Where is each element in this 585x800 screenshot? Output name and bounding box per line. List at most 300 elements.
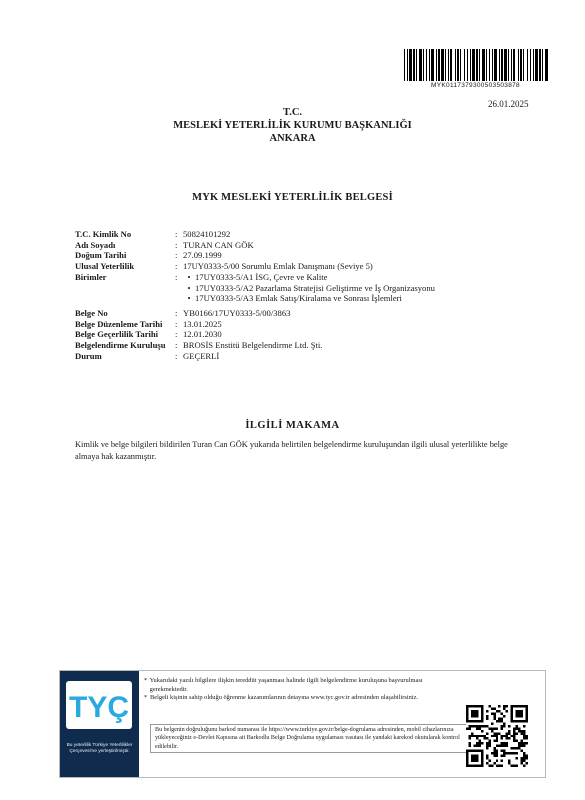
qr-module — [468, 725, 470, 727]
qr-module — [516, 725, 518, 727]
qr-module — [498, 732, 500, 734]
certificate-fields — [75, 229, 545, 361]
field-value: TURAN CAN GÖK — [183, 239, 254, 250]
qr-module — [503, 722, 505, 724]
print-date: 26.01.2025 — [488, 99, 529, 109]
qr-module — [513, 740, 515, 742]
qr-module — [516, 765, 518, 767]
qr-module — [513, 752, 515, 754]
qr-module — [501, 727, 503, 729]
qr-module — [493, 747, 495, 749]
field-separator: : — [175, 340, 178, 351]
qr-module — [486, 747, 488, 749]
list-item — [183, 272, 545, 283]
qr-module — [471, 735, 473, 737]
field-value: 17UY0333-5/00 Sorumlu Emlak Danışmanı (Seviye 5) — [183, 261, 373, 272]
qr-module — [526, 737, 528, 739]
qr-module — [481, 742, 483, 744]
barcode-bar — [520, 49, 522, 81]
field-separator: : — [175, 261, 178, 272]
qr-module — [523, 742, 525, 744]
qr-module — [496, 710, 498, 712]
qr-module — [523, 765, 525, 767]
qr-module — [478, 735, 480, 737]
qr-module — [526, 762, 528, 764]
barcode-bar — [535, 49, 538, 81]
field-label: Adı Soyadı — [75, 239, 116, 250]
qr-module — [468, 742, 470, 744]
qr-module — [493, 752, 495, 754]
qr-module — [503, 705, 505, 707]
note-item — [144, 694, 444, 703]
qr-module — [486, 732, 488, 734]
qr-module — [483, 737, 485, 739]
qr-module — [511, 752, 513, 754]
qr-module — [491, 752, 493, 754]
header-city: ANKARA — [269, 133, 316, 144]
barcode-bar — [530, 49, 531, 81]
barcode-bar — [542, 49, 543, 81]
qr-module — [506, 705, 508, 707]
unit-text: 17UY0333-5/A2 Pazarlama Stratejisi Geliştirme ve İş Organizasyonu — [195, 282, 435, 293]
qr-module — [523, 757, 525, 759]
qr-module — [516, 752, 518, 754]
qr-module — [501, 725, 503, 727]
qr-module — [478, 745, 480, 747]
barcode-bar — [513, 49, 515, 81]
qr-module — [521, 740, 523, 742]
qr-module — [478, 742, 480, 744]
qr-module — [513, 765, 515, 767]
qr-module — [503, 742, 505, 744]
qr-module — [483, 725, 485, 727]
field-label: Belge Geçerlilik Tarihi — [75, 329, 159, 340]
qr-module — [486, 745, 488, 747]
field-separator: : — [175, 239, 178, 250]
barcode-bar — [533, 49, 534, 81]
field-value: 12.01.2030 — [183, 329, 222, 340]
list-item — [183, 283, 545, 294]
qr-module — [523, 725, 525, 727]
qr-module — [491, 765, 493, 767]
barcode-bar — [545, 49, 548, 81]
qr-module — [521, 762, 523, 764]
qr-module — [481, 730, 483, 732]
qr-module — [501, 750, 503, 752]
qr-module — [518, 747, 520, 749]
barcode-bar — [448, 49, 449, 81]
barcode-bar — [489, 49, 490, 81]
qr-finder — [471, 710, 478, 717]
qr-module — [503, 735, 505, 737]
qr-module — [488, 760, 490, 762]
qr-module — [521, 732, 523, 734]
qr-module — [516, 740, 518, 742]
barcode-bar — [413, 49, 415, 81]
barcode-bar — [441, 49, 444, 81]
qr-module — [471, 732, 473, 734]
qr-module — [486, 717, 488, 719]
barcode-bar — [523, 49, 524, 81]
qr-module — [488, 745, 490, 747]
field-label: Ulusal Yeterlilik — [75, 261, 135, 272]
qr-module — [478, 727, 480, 729]
qr-module — [511, 765, 513, 767]
field-value: 50824101292 — [183, 229, 231, 239]
qr-module — [483, 735, 485, 737]
qr-module — [496, 750, 498, 752]
qr-module — [518, 730, 520, 732]
qr-module — [506, 752, 508, 754]
logo-caption: Bu yeterlilik Türkiye Yeterlilikler Çerçevesi'ne yerleştirilmiştir. — [66, 743, 133, 754]
qr-module — [496, 752, 498, 754]
qr-module — [501, 720, 503, 722]
qr-module — [498, 745, 500, 747]
barcode-bar — [426, 49, 427, 81]
qr-module — [523, 745, 525, 747]
qr-module — [501, 742, 503, 744]
qr-module — [491, 712, 493, 714]
field-name — [75, 240, 545, 251]
barcode-bar — [450, 49, 452, 81]
units-list — [183, 272, 545, 304]
qr-module — [486, 755, 488, 757]
barcode-number: MYK0117379300503503878 — [431, 82, 520, 89]
qr-module — [506, 737, 508, 739]
unit-text: 17UY0333-5/A3 Emlak Satış/Kiralama ve Sonrası İşlemleri — [195, 293, 402, 304]
qr-module — [471, 725, 473, 727]
qr-module — [468, 735, 470, 737]
qr-module — [496, 765, 498, 767]
qr-module — [478, 740, 480, 742]
qr-module — [488, 705, 490, 707]
field-qualification — [75, 261, 545, 272]
qr-module — [503, 725, 505, 727]
field-separator: : — [175, 329, 178, 340]
qr-module — [496, 740, 498, 742]
qr-module — [476, 735, 478, 737]
qr-module — [498, 720, 500, 722]
qr-module — [526, 755, 528, 757]
qr-module — [496, 745, 498, 747]
qr-module — [496, 720, 498, 722]
qr-module — [521, 742, 523, 744]
qr-module — [518, 742, 520, 744]
barcode-block — [403, 49, 548, 89]
qr-module — [523, 760, 525, 762]
qr-module — [493, 762, 495, 764]
qr-module — [481, 725, 483, 727]
barcode-bar — [419, 49, 422, 81]
qr-module — [506, 735, 508, 737]
qr-module — [501, 755, 503, 757]
footer-notes — [144, 677, 444, 703]
barcode-bar — [518, 49, 519, 81]
barcode-bar — [457, 49, 459, 81]
barcode-bar — [467, 49, 468, 81]
barcode-bar — [539, 49, 541, 81]
qr-module — [486, 710, 488, 712]
qr-module — [476, 737, 478, 739]
qr-module — [498, 710, 500, 712]
asterisk-icon: * — [144, 677, 148, 684]
section-title: İLGİLİ MAKAMA — [245, 420, 340, 431]
verification-box: Bu belgenin doğruluğunu barkod numarası ile https://www.turkiye.gov.tr/belge-dogrulama adresinden, mobil cihazlarınıza yükleyeceğiniz e-Devlet Kapısına ait Barkodlu Belge Doğrulama uygulaması vasıtası ile yandaki karekod okutularak kontrol edilebilir. — [150, 724, 468, 753]
qr-module — [503, 755, 505, 757]
qr-module — [506, 745, 508, 747]
tyc-logo — [60, 671, 139, 777]
qr-module — [518, 745, 520, 747]
qr-module — [523, 752, 525, 754]
field-status — [75, 351, 545, 362]
qr-module — [486, 742, 488, 744]
qr-module — [468, 727, 470, 729]
qr-module — [516, 747, 518, 749]
note-text: Yukarıdaki yazılı bilgilere ilişkin tereddüt yaşanması halinde ilgili belgelendirme kuruluşuna başvurulması gerekmektedir. — [149, 677, 423, 693]
qr-module — [468, 737, 470, 739]
field-value: 27.09.1999 — [183, 250, 222, 261]
qr-module — [493, 715, 495, 717]
qr-module — [493, 735, 495, 737]
qr-module — [478, 725, 480, 727]
qr-module — [476, 742, 478, 744]
qr-module — [521, 757, 523, 759]
qr-module — [491, 730, 493, 732]
qr-module — [493, 727, 495, 729]
barcode-bar — [464, 49, 465, 81]
qr-module — [513, 747, 515, 749]
field-issue-date — [75, 319, 545, 330]
field-label: Belgelendirme Kuruluşu — [75, 340, 166, 351]
qr-module — [473, 735, 475, 737]
unit-text: 17UY0333-5/A1 İSG, Çevre ve Kalite — [195, 271, 328, 282]
qr-module — [491, 707, 493, 709]
qr-module — [491, 735, 493, 737]
barcode-bar — [482, 49, 485, 81]
field-separator: : — [175, 250, 178, 261]
bullet-icon: • — [187, 271, 191, 282]
qr-module — [521, 730, 523, 732]
qr-module — [508, 752, 510, 754]
qr-module — [473, 745, 475, 747]
qr-module — [523, 755, 525, 757]
qr-module — [516, 757, 518, 759]
qr-module — [508, 760, 510, 762]
barcode-bar — [494, 49, 497, 81]
qr-module — [496, 735, 498, 737]
qr-module — [496, 755, 498, 757]
qr-module — [523, 737, 525, 739]
barcode-bar — [508, 49, 509, 81]
barcode-bar — [501, 49, 503, 81]
field-document-number — [75, 308, 545, 319]
qr-module — [496, 732, 498, 734]
list-item — [183, 293, 545, 304]
field-separator: : — [175, 318, 178, 329]
qr-module — [508, 762, 510, 764]
field-label: Doğum Tarihi — [75, 250, 127, 261]
barcode-bar — [429, 49, 430, 81]
qr-module — [501, 765, 503, 767]
qr-module — [493, 740, 495, 742]
qr-module — [488, 742, 490, 744]
qr-code-icon[interactable] — [466, 705, 528, 767]
field-label: Belge No — [75, 307, 108, 318]
qr-module — [523, 732, 525, 734]
barcode-bar — [511, 49, 512, 81]
qr-module — [508, 732, 510, 734]
logo-text: TYÇ — [69, 691, 129, 724]
qr-module — [513, 737, 515, 739]
qr-module — [508, 730, 510, 732]
header-authority: MESLEKİ YETERLİLİK KURUMU BAŞKANLIĞI — [173, 120, 412, 131]
barcode-bar — [527, 49, 528, 81]
qr-module — [498, 717, 500, 719]
qr-module — [508, 737, 510, 739]
qr-module — [503, 752, 505, 754]
barcode-bar — [486, 49, 487, 81]
bullet-icon: • — [187, 282, 191, 293]
qr-module — [493, 750, 495, 752]
barcode-bar — [431, 49, 434, 81]
qr-module — [526, 742, 528, 744]
qr-module — [476, 745, 478, 747]
barcode-bar — [455, 49, 456, 81]
qr-module — [486, 762, 488, 764]
barcode-bar — [476, 49, 478, 81]
qr-module — [523, 735, 525, 737]
field-value: BROSİS Enstitü Belgelendirme Ltd. Şti. — [183, 340, 323, 351]
field-birth-date — [75, 250, 545, 261]
qr-module — [501, 745, 503, 747]
field-units — [75, 272, 545, 304]
qr-module — [511, 747, 513, 749]
qr-finder — [516, 710, 523, 717]
barcode-bar — [416, 49, 417, 81]
qr-module — [501, 717, 503, 719]
qr-module — [503, 750, 505, 752]
qr-module — [493, 732, 495, 734]
barcode-bar — [404, 49, 405, 81]
qr-module — [501, 735, 503, 737]
field-label: Belge Düzenleme Tarihi — [75, 318, 163, 329]
qr-module — [526, 757, 528, 759]
qr-module — [486, 737, 488, 739]
qr-module — [473, 725, 475, 727]
qr-module — [498, 765, 500, 767]
qr-module — [506, 742, 508, 744]
field-label: Birimler — [75, 271, 107, 282]
field-separator: : — [175, 229, 178, 239]
note-text: Belgeli kişinin sahip olduğu öğrenme kazanımlarının detayına www.tyc.gov.tr adresinden ulaşabilirsiniz. — [150, 694, 419, 702]
qr-module — [486, 715, 488, 717]
field-label: T.C. Kimlik No — [75, 229, 132, 239]
header-tc: T.C. — [282, 107, 303, 118]
qr-module — [508, 725, 510, 727]
field-separator: : — [175, 307, 178, 318]
footer-box — [59, 670, 546, 778]
qr-module — [521, 760, 523, 762]
qr-module — [468, 745, 470, 747]
qr-module — [466, 727, 468, 729]
barcode-bar — [504, 49, 507, 81]
barcode-bar — [472, 49, 475, 81]
field-tc — [75, 229, 545, 240]
qr-module — [501, 737, 503, 739]
qr-module — [521, 745, 523, 747]
qr-module — [476, 727, 478, 729]
tyc-logo-icon — [66, 681, 132, 729]
qr-module — [501, 712, 503, 714]
qr-module — [486, 725, 488, 727]
qr-module — [498, 705, 500, 707]
qr-module — [513, 735, 515, 737]
qr-module — [496, 760, 498, 762]
barcode-bar — [436, 49, 437, 81]
qr-module — [493, 755, 495, 757]
barcode-bar — [492, 49, 493, 81]
qr-module — [493, 712, 495, 714]
barcode-bar — [460, 49, 461, 81]
qr-module — [496, 727, 498, 729]
field-certification-body — [75, 340, 545, 351]
note-item — [144, 677, 444, 694]
qr-module — [493, 707, 495, 709]
qr-module — [486, 757, 488, 759]
qr-module — [513, 727, 515, 729]
asterisk-icon: * — [144, 694, 148, 702]
qr-module — [513, 730, 515, 732]
qr-module — [523, 730, 525, 732]
qr-module — [516, 732, 518, 734]
field-separator: : — [175, 271, 178, 282]
qr-module — [503, 707, 505, 709]
barcode-bar — [470, 49, 471, 81]
field-value: YB0166/17UY0333-5/00/3863 — [183, 307, 291, 318]
field-label: Durum — [75, 350, 102, 361]
certificate-title: MYK MESLEKİ YETERLİLİK BELGESİ — [192, 192, 393, 203]
authority-header — [0, 106, 585, 145]
statement-paragraph: Kimlik ve belge bilgileri bildirilen Turan Can GÖK yukarıda belirtilen belgelendirme kuruluşundan ilgili ulusal yeterlilikte belge almaya hak kazanmıştır. — [75, 440, 508, 461]
qr-module — [503, 745, 505, 747]
qr-module — [511, 735, 513, 737]
barcode-bar — [423, 49, 424, 81]
qr-module — [501, 760, 503, 762]
qr-module — [496, 737, 498, 739]
qr-module — [491, 722, 493, 724]
qr-module — [506, 732, 508, 734]
qr-finder — [471, 755, 478, 762]
qr-module — [506, 710, 508, 712]
qr-module — [488, 727, 490, 729]
qr-module — [518, 727, 520, 729]
barcode-image — [403, 49, 548, 81]
barcode-bar — [407, 49, 408, 81]
qr-module — [476, 725, 478, 727]
barcode-bar — [445, 49, 446, 81]
qr-module — [488, 765, 490, 767]
qr-module — [526, 735, 528, 737]
bullet-icon: • — [187, 293, 191, 304]
barcode-bar — [479, 49, 480, 81]
qr-module — [493, 717, 495, 719]
barcode-bar — [438, 49, 440, 81]
barcode-bar — [409, 49, 412, 81]
qr-module — [503, 715, 505, 717]
qr-module — [513, 732, 515, 734]
barcode-bar — [499, 49, 500, 81]
field-valid-until — [75, 329, 545, 340]
